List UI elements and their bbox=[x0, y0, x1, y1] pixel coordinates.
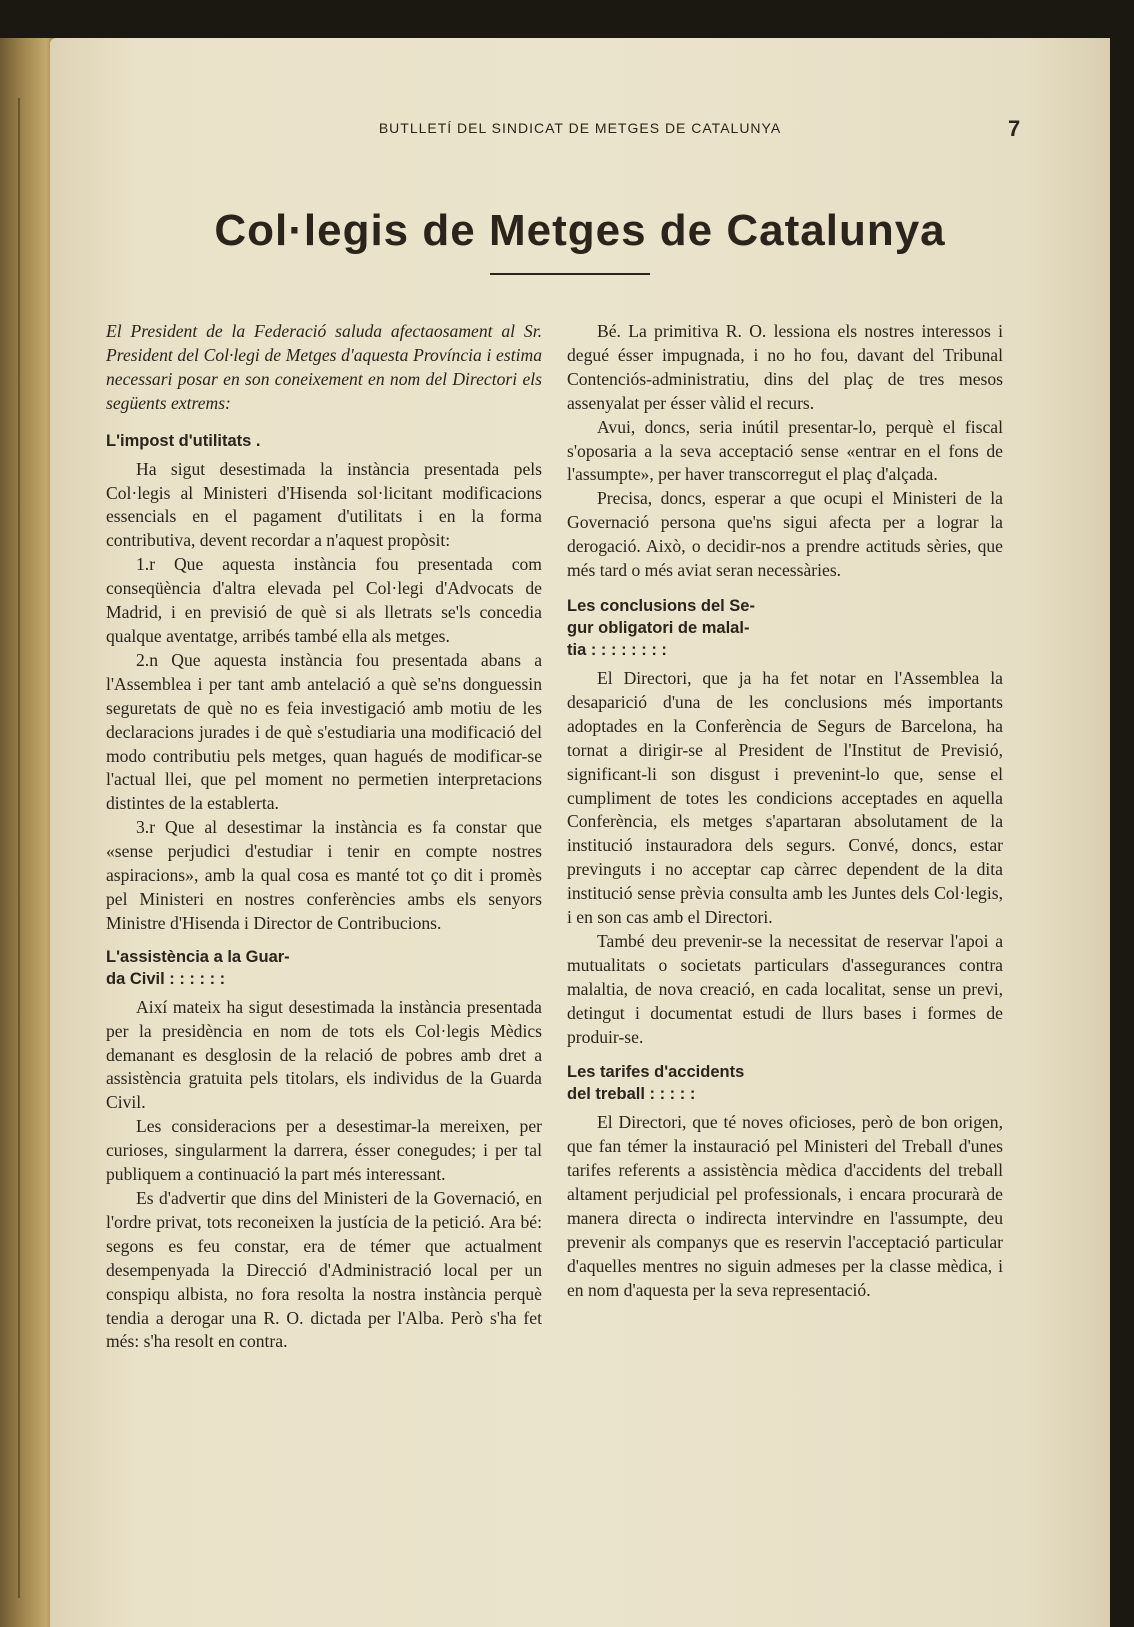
heading-line: Les conclusions del Se- bbox=[567, 596, 755, 615]
paragraph: 1.r Que aquesta instància fou presentada com conseqüència d'altra elevada pel Col·legi d'Advocats de Madrid, i en previsió de què si als lletrats se'ls concedia qualque aventatge, arribés també ella als metges. bbox=[106, 554, 542, 646]
paragraph: Avui, doncs, seria inútil presentar-lo, perquè el fiscal s'oposaria a la seva acceptació sense «entrar en el fons de l'assumpte», per haver transcorregut el plaç d'alçada. bbox=[567, 416, 1003, 485]
heading-line: da Civil : : : : : : bbox=[106, 969, 226, 988]
paragraph: També deu prevenir-se la necessitat de reservar l'apoi a mutualitats o societats particulars d'assegurances contra malaltia, de nova creació, en cada localitat, sense un previ, detingut i documentat estudi de llurs bases i formes de produir-se. bbox=[567, 930, 1003, 1047]
running-header: BUTLLETÍ DEL SINDICAT DE METGES DE CATALUNYA bbox=[378, 120, 782, 136]
heading-line: tia : : : : : : : : bbox=[567, 640, 667, 659]
paragraph: Les consideracions per a desestimar-la mereixen, per curioses, singularment la darrera, ésser conegudes; i per tal publiquem a continuació la part més interessant. bbox=[106, 1116, 542, 1185]
heading-line: L'assistència a la Guar- bbox=[106, 947, 290, 966]
paragraph: Així mateix ha sigut desestimada la instància presentada per la presidència en nom de tots els Col·legis Mèdics demanant es desglosin de la relació de pobres amb dret a assistència gratuita pels titolars, els individus de la Guarda Civil. bbox=[106, 996, 542, 1113]
section-heading-utilitats: L'impost d'utilitats . bbox=[106, 431, 261, 450]
intro-paragraph: El President de la Federació saluda afectaosament al Sr. President del Col·legi de Metges d'aquesta Província i estima necessari posar en son coneixement en nom del Directori els següents extrems: bbox=[106, 321, 542, 413]
right-column bbox=[567, 320, 1003, 1303]
article-title: Col·legis de Metges de Catalunya bbox=[214, 206, 946, 255]
paragraph: Es d'advertir que dins del Ministeri de la Governació, en l'ordre privat, tots reconeixen la justícia de la petició. Ara bé: segons es feu constar, era de témer que actualment desempenyada la Direcció d'Administració local per un conspiqu albista, no fora resolta la nostra instància perquè tendia a derogar una R. O. dictada per l'Alba. Però s'ha fet més: s'ha resolt en contra. bbox=[106, 1188, 542, 1352]
paragraph: El Directori, que té noves oficioses, però de bon origen, que fan témer la instauració pel Ministeri del Treball d'unes tarifes referents a assistència mèdica d'accidents del treball altament perjudicial pel professionals, i encara procurarà de manera directa o indirecta intervindre en l'assumpte, deu prevenir als companys que es reservin l'acceptació particular d'aquelles mentres no siguin admeses per la classe mèdica, i en nom d'aquesta per la seva representació. bbox=[567, 1112, 1003, 1300]
heading-line: Les tarifes d'accidents bbox=[567, 1063, 745, 1082]
binding-edge bbox=[18, 98, 20, 1598]
journal-page bbox=[50, 38, 1110, 1627]
paragraph: Bé. La primitiva R. O. lessiona els nostres interessos i degué ésser impugnada, i no ho fou, davant del Tribunal Contenciós-administratiu, dins del plaç de tres mesos assenyalat per ésser vàlid el recurs. bbox=[567, 321, 1003, 413]
page-number: 7 bbox=[1008, 116, 1021, 141]
paragraph: Precisa, doncs, esperar a que ocupi el Ministeri de la Governació persona que'ns sigui afecta per a lograr la derogació. Això, o decidir-nos a prendre actituds sèries, que més tard o més aviat seran necessàries. bbox=[567, 488, 1003, 581]
left-column bbox=[106, 320, 542, 1354]
heading-line: del treball : : : : : bbox=[567, 1085, 696, 1104]
heading-line: gur obligatori de malal- bbox=[567, 618, 750, 637]
section-heading-segur bbox=[567, 595, 787, 661]
paragraph: Ha sigut desestimada la instància presentada pels Col·legis al Ministeri d'Hisenda sol·licitant modificacions essencials en el pagament d'utilitats i en la forma contributiva, devent recordar a n'aquest propòsit: bbox=[106, 458, 542, 551]
paragraph: 3.r Que al desestimar la instància es fa constar que «sense perjudici d'estudiar i tenir en compte nostres aspiracions», amb la qual cosa es manté tot ço dit i promès pel Ministeri en nostres conferències ambs els senyors Ministre d'Hisenda i Director de Contribucions. bbox=[106, 817, 542, 933]
section-heading-tarifes bbox=[567, 1061, 787, 1105]
paragraph: El Directori, que ja ha fet notar en l'Assemblea la desaparició d'una de les conclusions més importants adoptades en la Conferència de Segurs de Barcelona, ha tornat a dirigir-se al President de l'Institut de Previsió, significant-li son disgust i prevenint-lo que, sense el cumpliment de totes les condicions acceptades en aquella Conferència, els metges s'apartaran absolutament de la institució instauradora dels segurs. Convé, doncs, estar previnguts i no acceptar cap càrrec dependent de la dita institució sense prèvia consulta amb les Juntes dels Col·legis, i en son cas amb el Directori. bbox=[567, 667, 1003, 928]
title-divider bbox=[490, 273, 650, 275]
paragraph: 2.n Que aquesta instància fou presentada abans a l'Assemblea i per tant amb antelació a què se'ns donguessin seguretats de què no es feia investigació amb motiu de les declaracions jurades i de què s'estudiaria una modificació del modo contributiu pels metges, quan hagués de modificar-se l'actual llei, que pel moment no permetien interpretacions distintes de la establerta. bbox=[106, 649, 542, 814]
section-heading-guardia bbox=[106, 946, 326, 990]
